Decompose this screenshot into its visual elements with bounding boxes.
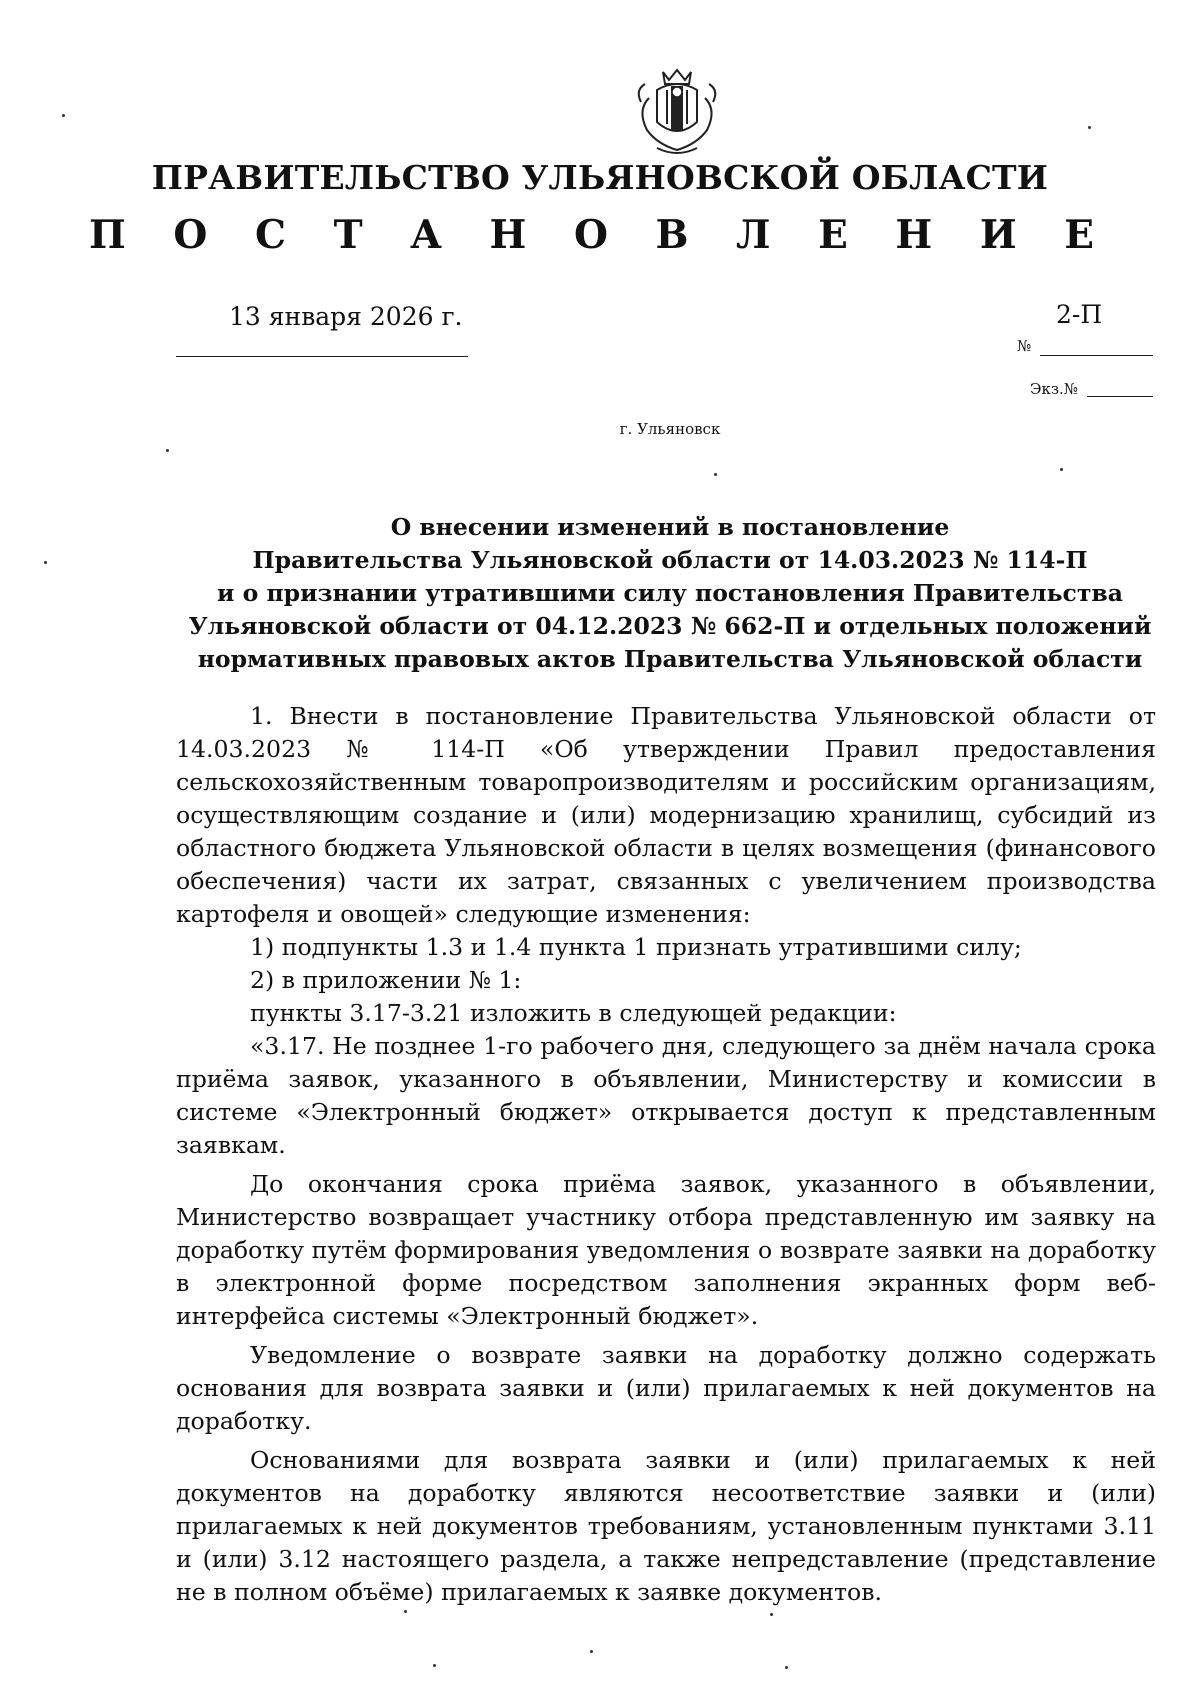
copy-number-underline bbox=[1087, 396, 1153, 397]
scan-speck bbox=[166, 449, 169, 452]
subject-line: нормативных правовых актов Правительства Ульяновской области bbox=[197, 645, 1143, 673]
body-paragraph: До окончания срока приёма заявок, указанного в объявлении, Министерство возвращает участнику отбора представленную им заявку на доработку путём формирования уведомления о возврате заявки на доработку в электронной форме посредством заполнения экранных форм веб-интерфейса системы «Электронный бюджет». bbox=[176, 1170, 1156, 1330]
scan-speck bbox=[714, 473, 717, 476]
number-label: № bbox=[1017, 337, 1032, 355]
scan-speck bbox=[44, 561, 47, 564]
subject-line: Правительства Ульяновской области от 14.03.2023 № 114-П bbox=[252, 546, 1088, 574]
body-paragraph: 1. Внести в постановление Правительства Ульяновской области от 14.03.2023 № 114-П «Об утверждении Правил предоставления сельскохозяйственным товаропроизводителям и российским организациям, осуществляющим создание и (или) модернизацию хранилищ, субсидий из областного бюджета Ульяновской области в целях возмещения (финансового обеспечения) части их затрат, связанных с увеличением производства картофеля и овощей» следующие изменения: bbox=[176, 702, 1156, 928]
body-paragraph: «3.17. Не позднее 1-го рабочего дня, следующего за днём начала срока приёма заявок, указанного в объявлении, Министерству и комиссии в системе «Электронный бюджет» открывается доступ к представленным заявкам. bbox=[176, 1032, 1156, 1159]
body-paragraph: 1) подпункты 1.3 и 1.4 пункта 1 признать утратившими силу; bbox=[250, 933, 1022, 961]
document-date: 13 января 2026 г. bbox=[229, 302, 463, 331]
number-underline bbox=[1040, 355, 1153, 356]
body-paragraph: 2) в приложении № 1: bbox=[250, 966, 522, 994]
scan-speck bbox=[785, 1666, 788, 1669]
scan-speck bbox=[62, 114, 65, 117]
body-paragraph: пункты 3.17-3.21 изложить в следующей редакции: bbox=[250, 999, 897, 1027]
subject-line: О внесении изменений в постановление bbox=[390, 513, 950, 541]
document-body bbox=[176, 700, 1156, 1609]
scan-speck bbox=[404, 1610, 407, 1613]
scan-speck bbox=[590, 1650, 593, 1653]
date-underline bbox=[176, 356, 468, 357]
subject-line: Ульяновской области от 04.12.2023 № 662-П и отдельных положений bbox=[188, 612, 1152, 640]
organization-title: ПРАВИТЕЛЬСТВО УЛЬЯНОВСКОЙ ОБЛАСТИ bbox=[151, 158, 1049, 197]
scan-speck bbox=[433, 1664, 436, 1667]
subject-line: и о признании утратившими силу постановления Правительства bbox=[217, 579, 1123, 607]
body-paragraph: Уведомление о возврате заявки на доработку должно содержать основания для возврата заявки и (или) прилагаемых к ней документов на доработку. bbox=[176, 1341, 1156, 1435]
scan-speck bbox=[1088, 126, 1091, 129]
scan-speck bbox=[1060, 468, 1063, 471]
document-subject bbox=[150, 511, 1190, 676]
scan-speck bbox=[770, 1613, 773, 1616]
copy-number-label: Экз.№ bbox=[1030, 380, 1078, 398]
document-type-title: П О С Т А Н О В Л Е Н И Е bbox=[89, 212, 1111, 258]
coat-of-arms-icon bbox=[626, 60, 728, 160]
body-paragraph: Основаниями для возврата заявки и (или) прилагаемых к ней документов на доработку являются несоответствие заявки и (или) прилагаемых к ней документов требованиям, установленным пунктами 3.11 и (или) 3.12 настоящего раздела, а также непредставление (представление не в полном объёме) прилагаемых к заявке документов. bbox=[176, 1446, 1156, 1606]
document-number: 2-П bbox=[1056, 300, 1103, 329]
city-name: г. Ульяновск bbox=[619, 420, 721, 438]
